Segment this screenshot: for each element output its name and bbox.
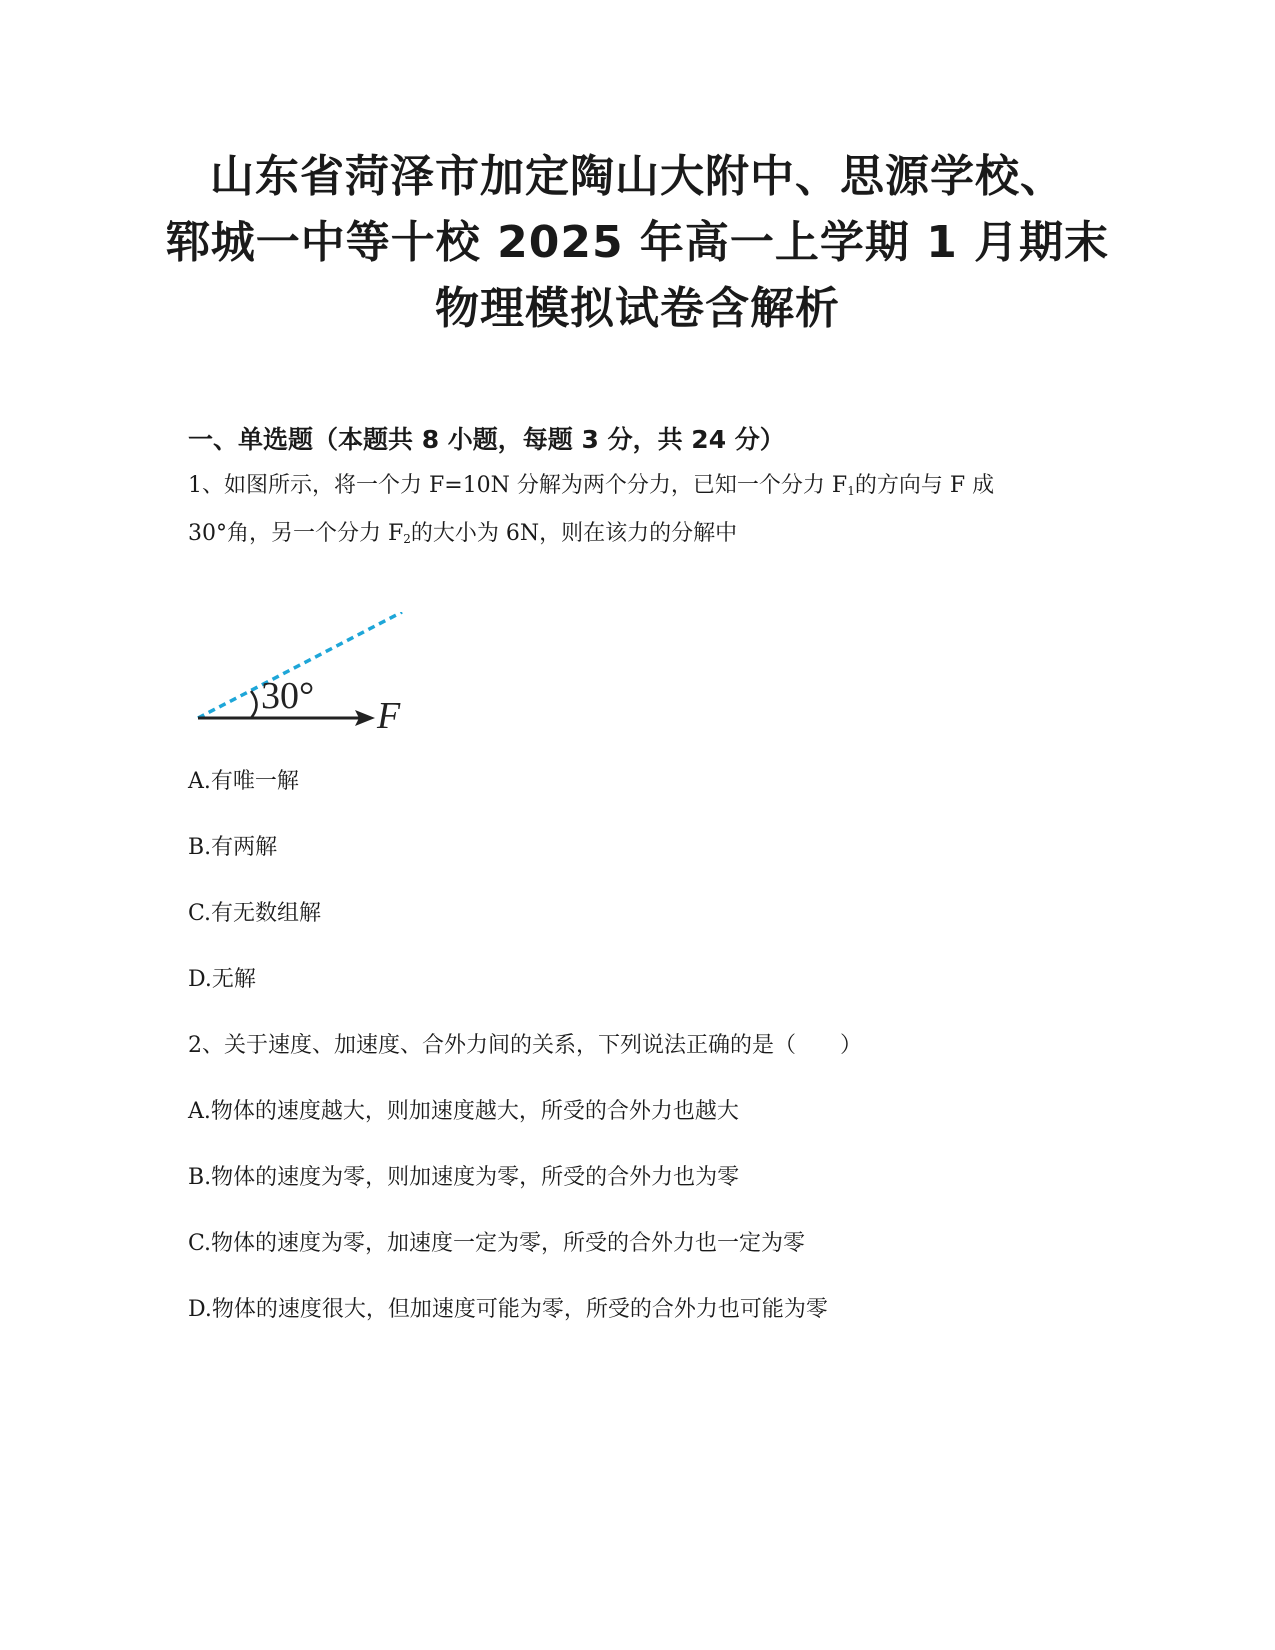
section-heading: 一、单选题（本题共 8 小题，每题 3 分，共 24 分） bbox=[188, 425, 785, 454]
title-line-1: 山东省菏泽市加定陶山大附中、思源学校、 bbox=[210, 151, 1065, 202]
q1-option-c: C.有无数组解 bbox=[188, 901, 322, 926]
title-line-3: 物理模拟试卷含解析 bbox=[435, 283, 840, 334]
question-1-stem-line-2 bbox=[188, 518, 737, 555]
q1-subscript-2: 2 bbox=[403, 532, 411, 546]
force-diagram bbox=[195, 612, 425, 746]
angle-arc bbox=[251, 691, 257, 718]
force-label: F bbox=[377, 695, 401, 737]
title-line-2: 郓城一中等十校 2025 年高一上学期 1 月期末 bbox=[165, 217, 1110, 268]
angle-label: 30° bbox=[261, 675, 315, 717]
q1-text-a: 1、如图所示，将一个力 F=10N 分解为两个分力，已知一个分力 F bbox=[188, 473, 848, 498]
question-1-stem-line-1 bbox=[188, 470, 994, 507]
q1-option-a: A.有唯一解 bbox=[188, 769, 299, 794]
q2-option-a: A.物体的速度越大，则加速度越大，所受的合外力也越大 bbox=[188, 1099, 739, 1124]
q2-option-c: C.物体的速度为零，加速度一定为零，所受的合外力也一定为零 bbox=[188, 1231, 806, 1256]
q1-subscript-1: 1 bbox=[847, 484, 855, 498]
q1-option-b: B.有两解 bbox=[188, 835, 278, 860]
question-2-stem: 2、关于速度、加速度、合外力间的关系，下列说法正确的是（ ） bbox=[188, 1033, 862, 1058]
q2-option-d: D.物体的速度很大，但加速度可能为零，所受的合外力也可能为零 bbox=[188, 1297, 828, 1322]
q1-text-d: 的大小为 6N，则在该力的分解中 bbox=[410, 521, 738, 546]
q1-text-b: 的方向与 F 成 bbox=[854, 473, 995, 498]
q1-text-c: 30°角，另一个分力 F bbox=[188, 521, 404, 546]
q2-option-b: B.物体的速度为零，则加速度为零，所受的合外力也为零 bbox=[188, 1165, 740, 1190]
q1-option-d: D.无解 bbox=[188, 967, 256, 992]
